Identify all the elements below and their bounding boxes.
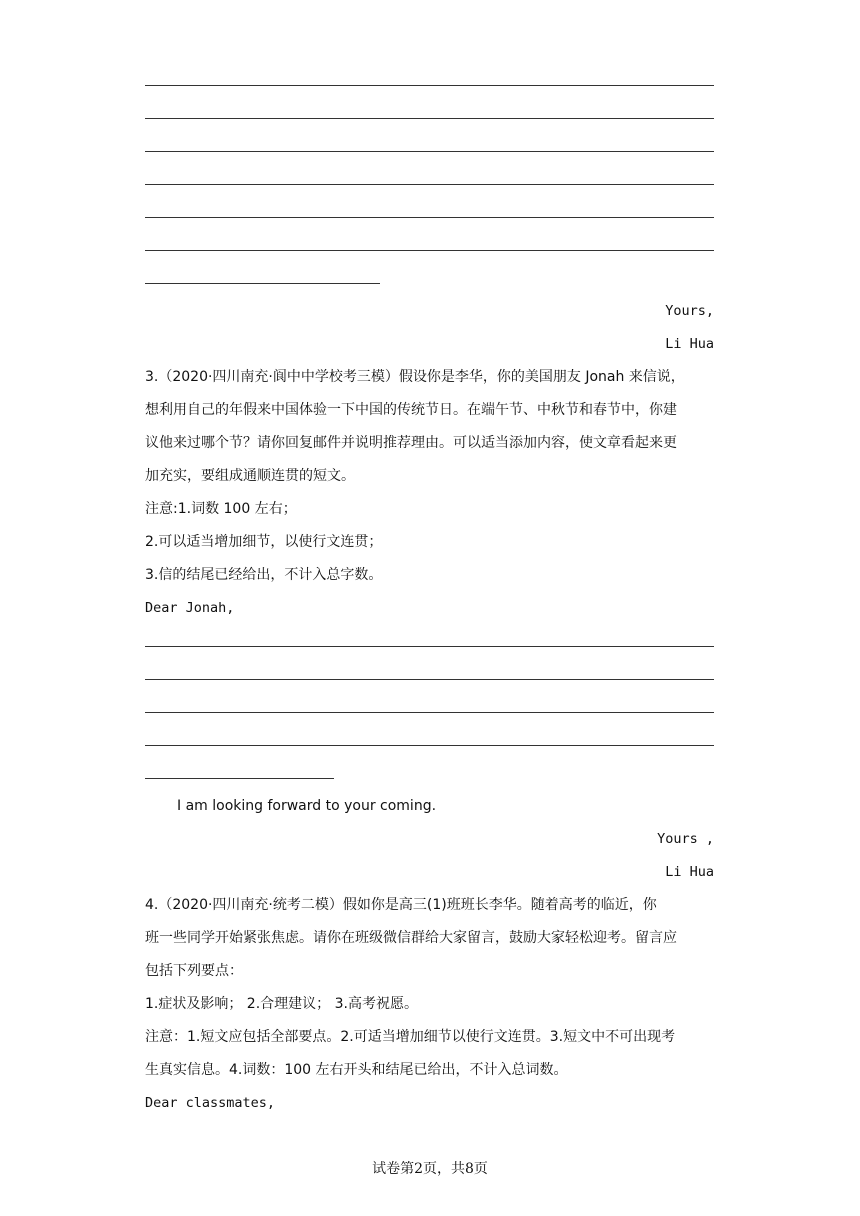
page-footer: 试卷第2页，共8页 [372, 1161, 488, 1177]
letter-name: Li Hua [665, 864, 714, 880]
question-text-line: 加充实，要组成通顺连贯的短文。 [145, 468, 355, 484]
answer-line[interactable] [145, 130, 714, 163]
answer-line[interactable] [145, 691, 714, 724]
letter-signoff: Yours, [665, 303, 714, 319]
note-line: 3.信的结尾已经给出，不计入总字数。 [145, 567, 383, 583]
note-line: 注意:1.词数 100 左右； [145, 501, 297, 517]
closing-sentence: I am looking forward to your coming. [177, 798, 437, 814]
letter-signoff: Yours , [657, 831, 714, 847]
answer-line[interactable] [145, 163, 714, 196]
question-text-line: 想利用自己的年假来中国体验一下中国的传统节日。在端午节、中秋节和春节中，你建 [145, 402, 677, 418]
answer-line-short[interactable] [145, 262, 380, 295]
note-line: 生真实信息。4.词数：100 左右开头和结尾已给出，不计入总词数。 [145, 1062, 568, 1078]
letter-greeting: Dear Jonah, [145, 600, 235, 616]
answer-line[interactable] [145, 625, 714, 658]
letter-greeting: Dear classmates, [145, 1095, 276, 1111]
answer-line[interactable] [145, 196, 714, 229]
question-text-line: 3.（2020·四川南充·阆中中学校考三模）假设你是李华，你的美国朋友 Jonah 来信说， [145, 369, 685, 385]
note-line: 2.可以适当增加细节，以使行文连贯； [145, 534, 383, 550]
question-text-line: 议他来过哪个节？请你回复邮件并说明推荐理由。可以适当添加内容，使文章看起来更 [145, 435, 677, 451]
answer-line[interactable] [145, 658, 714, 691]
answer-line[interactable] [145, 64, 714, 97]
answer-line-short[interactable] [145, 757, 334, 790]
question-4 [145, 889, 714, 1120]
question-text-line: 班一些同学开始紧张焦虑。请你在班级微信群给大家留言，鼓励大家轻松迎考。留言应 [145, 930, 677, 946]
key-points: 1.症状及影响； 2.合理建议； 3.高考祝愿。 [145, 996, 418, 1012]
note-line: 注意：1.短文应包括全部要点。2.可适当增加细节以使行文连贯。3.短文中不可出现考 [145, 1029, 676, 1045]
answer-line[interactable] [145, 724, 714, 757]
answer-line[interactable] [145, 97, 714, 130]
page-content [145, 64, 714, 1120]
letter-name: Li Hua [665, 336, 714, 352]
answer-line[interactable] [145, 229, 714, 262]
question-text-line: 包括下列要点： [145, 963, 243, 979]
question-3 [145, 361, 714, 889]
question-text-line: 4.（2020·四川南充·统考二模）假如你是高三(1)班班长李华。随着高考的临近，你 [145, 897, 657, 913]
